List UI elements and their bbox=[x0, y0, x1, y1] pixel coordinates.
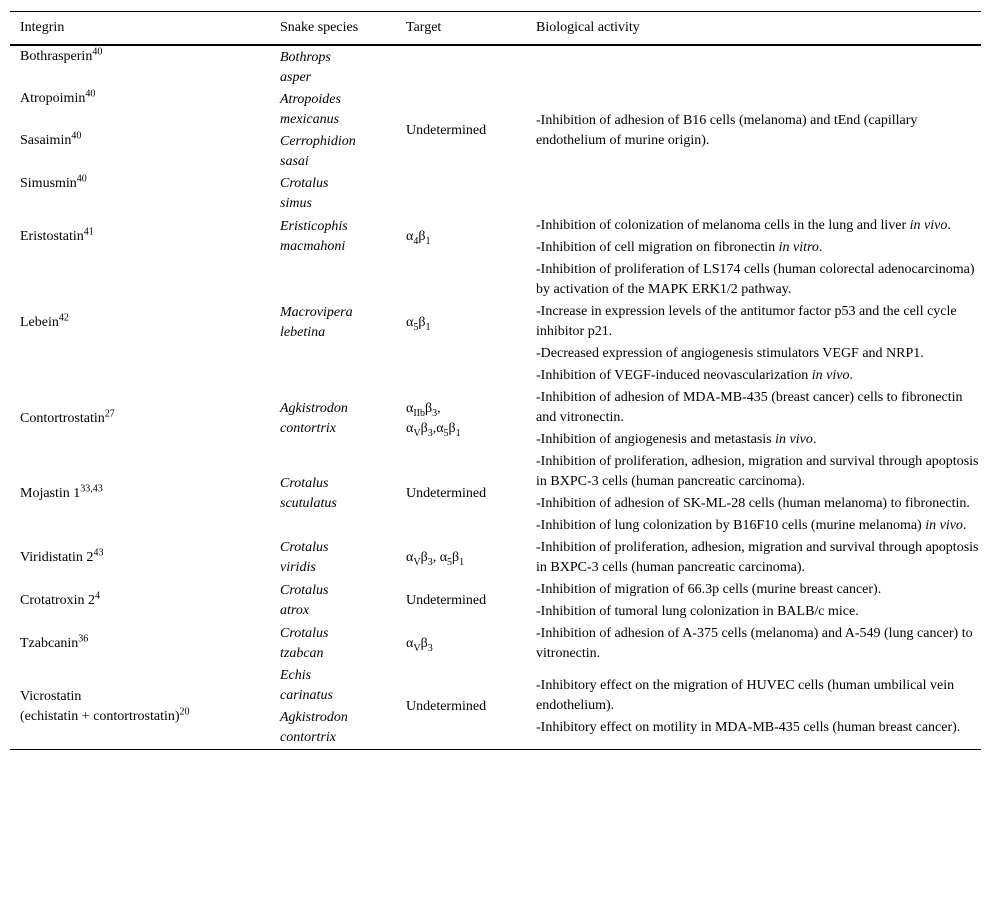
integrin-cell: Vicrostatin (echistatin + contortrostatin)$^{20}$ bbox=[10, 665, 270, 750]
species-cell bbox=[270, 665, 396, 750]
species-cell: Crotalus scutulatus bbox=[280, 476, 337, 511]
activity-item: -Inhibition of angiogenesis and metastasis in vivo. bbox=[536, 432, 817, 447]
integrin-cell: Crotatroxin $2^4$ bbox=[20, 590, 101, 608]
integrin-name: Atropoimin$^{40}$ bbox=[20, 88, 96, 106]
table-row bbox=[10, 579, 981, 623]
activity-item: -Inhibition of migration of 66.3p cells (murine breast cancer). bbox=[536, 582, 882, 597]
target-cell: Undetermined bbox=[406, 486, 487, 501]
target-cell: Undetermined bbox=[406, 593, 487, 608]
activity-item: -Inhibition of proliferation, adhesion, migration and survival through apoptosis in BXPC-3 cells (human pancreatic carcinoma). bbox=[536, 540, 979, 575]
activity-cell bbox=[526, 623, 981, 665]
integrin-cell: Contortrostatin$^{27}$ bbox=[20, 408, 115, 426]
activity-item: -Inhibition of adhesion of B16 cells (melanoma) and tEnd (capillary endothelium of murine origin). bbox=[536, 112, 918, 148]
integrin-cell: Eristostatin$^{41}$ bbox=[20, 226, 94, 244]
table-row bbox=[10, 259, 981, 387]
integrin-name: Sasaimin$^{40}$ bbox=[20, 130, 82, 148]
table-row bbox=[10, 45, 981, 215]
target-cell bbox=[396, 623, 526, 665]
target-cell bbox=[396, 387, 526, 451]
activity-cell bbox=[526, 387, 981, 451]
table-row bbox=[10, 387, 981, 451]
activity-cell bbox=[526, 259, 981, 387]
species-cell: Crotalus atrox bbox=[280, 583, 329, 618]
target-cell: Undetermined bbox=[396, 665, 526, 750]
target-formula: $\alpha_V\beta_3,\alpha_5\beta_1$ bbox=[406, 421, 461, 439]
header-biological-activity: Biological activity bbox=[526, 12, 981, 46]
activity-cell bbox=[526, 537, 981, 579]
species-cell: Crotalus tzabcan bbox=[280, 626, 329, 661]
table-row bbox=[10, 537, 981, 579]
table-row bbox=[10, 623, 981, 665]
target-cell: $\alpha_4\beta_1$ bbox=[406, 229, 431, 247]
header-target: Target bbox=[396, 12, 526, 46]
activity-item: -Decreased expression of angiogenesis stimulators VEGF and NRP1. bbox=[536, 346, 924, 361]
species-cell: Eristicophis macmahoni bbox=[280, 219, 348, 254]
activity-item: -Inhibition of adhesion of MDA-MB-435 (breast cancer) cells to fibronectin and vitronectin. bbox=[536, 390, 963, 425]
integrin-name: Simusmin$^{40}$ bbox=[20, 173, 87, 191]
species-cell: Agkistrodon contortrix bbox=[280, 401, 348, 436]
species-cell: Crotalus viridis bbox=[280, 540, 329, 575]
integrin-name: Bothrasperin$^{40}$ bbox=[20, 46, 103, 64]
activity-cell bbox=[526, 45, 981, 215]
activity-item: -Inhibition of adhesion of SK-ML-28 cells (human melanoma) to fibronectin. bbox=[536, 496, 970, 511]
table-row bbox=[10, 451, 981, 537]
species-name: Echis carinatus bbox=[280, 668, 333, 703]
activity-item: -Inhibition of lung colonization by B16F10 cells (murine melanoma) in vivo. bbox=[536, 518, 967, 533]
target-cell bbox=[396, 537, 526, 579]
species-name: Bothrops asper bbox=[280, 49, 331, 85]
activity-item: -Inhibition of cell migration on fibronectin in vitro. bbox=[536, 240, 823, 255]
header-row bbox=[10, 12, 981, 46]
header-integrin: Integrin bbox=[10, 12, 270, 46]
integrin-cell: Tzabcanin$^{36}$ bbox=[20, 633, 89, 651]
integrin-cell bbox=[10, 45, 270, 215]
target-formula: $\alpha_V\beta_3$, $\alpha_5\beta_1$ bbox=[406, 550, 465, 568]
table-row bbox=[10, 215, 981, 259]
species-name: Cerrophidion sasai bbox=[280, 133, 356, 169]
activity-item: -Inhibition of tumoral lung colonization in BALB/c mice. bbox=[536, 604, 859, 619]
integrin-cell: Viridistatin $2^{43}$ bbox=[20, 547, 104, 565]
header-snake-species: Snake species bbox=[270, 12, 396, 46]
target-cell: Undetermined bbox=[406, 122, 487, 138]
integrin-table bbox=[10, 11, 981, 750]
activity-item: -Inhibition of colonization of melanoma cells in the lung and liver in vivo. bbox=[536, 218, 951, 233]
activity-item: -Increase in expression levels of the antitumor factor p53 and the cell cycle inhibitor p21. bbox=[536, 304, 957, 339]
activity-cell bbox=[526, 451, 981, 537]
species-name: Crotalus simus bbox=[280, 175, 329, 211]
activity-item: -Inhibition of adhesion of A-375 cells (melanoma) and A-549 (lung cancer) to vitronectin. bbox=[536, 626, 973, 661]
integrin-cell: Lebein$^{42}$ bbox=[20, 312, 69, 330]
target-formula: $\alpha_V\beta_3$ bbox=[406, 636, 433, 654]
target-formula: $\alpha_{IIb}\beta_3$, bbox=[406, 401, 441, 419]
activity-item: -Inhibitory effect on motility in MDA-MB-435 cells (human breast cancer). bbox=[536, 720, 961, 735]
activity-item: -Inhibition of VEGF-induced neovascularization in vivo. bbox=[536, 368, 854, 383]
activity-cell bbox=[526, 665, 981, 750]
table-row bbox=[10, 665, 981, 750]
activity-item: -Inhibition of proliferation, adhesion, migration and survival through apoptosis in BXPC-3 cells (human pancreatic carcinoma). bbox=[536, 454, 979, 489]
integrin-cell: Mojastin 1$^{33,43}$ bbox=[20, 483, 103, 501]
target-cell: $\alpha_5\beta_1$ bbox=[406, 315, 431, 333]
activity-cell bbox=[526, 579, 981, 623]
activity-cell bbox=[526, 215, 981, 259]
species-cell bbox=[270, 45, 396, 215]
species-cell: Macrovipera lebetina bbox=[280, 305, 353, 340]
species-name: Atropoides mexicanus bbox=[280, 91, 341, 127]
activity-item: -Inhibition of proliferation of LS174 cells (human colorectal adenocarcinoma) by activation of the MAPK ERK1/2 pathway. bbox=[536, 262, 975, 297]
activity-item: -Inhibitory effect on the migration of HUVEC cells (human umbilical vein endothelium). bbox=[536, 678, 955, 713]
species-name: Agkistrodon contortrix bbox=[280, 710, 348, 745]
integrin-table-container bbox=[10, 11, 981, 750]
